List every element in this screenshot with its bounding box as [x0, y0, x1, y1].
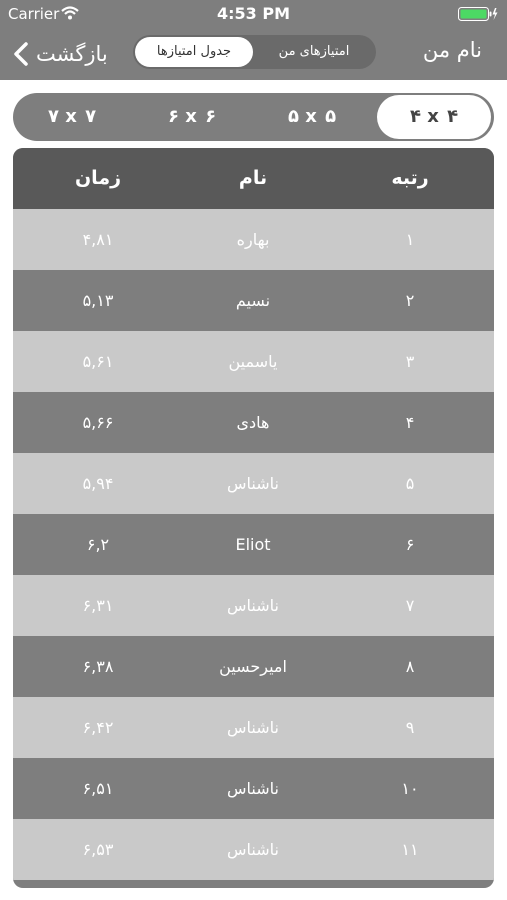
table-header — [13, 148, 494, 209]
cell-rank: ۱۰ — [401, 779, 419, 798]
battery-icon — [458, 7, 498, 21]
table-row — [13, 453, 494, 514]
cell-time: ۶,۳۸ — [82, 657, 114, 676]
header-name: نام — [238, 167, 268, 189]
table-row — [13, 819, 494, 880]
header-rank: رتبه — [391, 167, 429, 189]
status-time: 4:53 PM — [216, 4, 290, 23]
my-name-button[interactable]: نام من — [422, 38, 482, 62]
cell-rank: ۴ — [405, 413, 415, 432]
table-row — [13, 758, 494, 819]
table-row — [13, 697, 494, 758]
cell-time: ۵,۱۳ — [82, 291, 114, 310]
tab-my-scores[interactable]: امتیازهای من — [278, 44, 350, 59]
carrier-label: Carrier — [8, 5, 60, 23]
cell-time: ۴,۸۱ — [82, 230, 114, 249]
cell-name: ناشناس — [227, 474, 279, 493]
table-row — [13, 392, 494, 453]
grid-size-6x6[interactable]: ۶ x ۶ — [167, 106, 217, 127]
cell-time: ۵,۶۱ — [82, 352, 114, 371]
header-time: زمان — [74, 167, 122, 189]
cell-time: ۶,۴۲ — [82, 718, 114, 737]
back-label: بازگشت — [36, 42, 108, 66]
cell-rank: ۵ — [405, 474, 415, 493]
cell-name: نسیم — [235, 291, 271, 310]
cell-rank: ۱۱ — [401, 840, 419, 859]
cell-rank: ۷ — [405, 596, 415, 615]
grid-size-4x4[interactable]: ۴ x ۴ — [377, 95, 491, 139]
cell-name: هادی — [236, 413, 270, 432]
nav-bar — [0, 28, 507, 80]
cell-time: ۵,۹۴ — [82, 474, 114, 493]
table-row — [13, 331, 494, 392]
cell-name: یاسمین — [228, 352, 278, 371]
table-row — [13, 636, 494, 697]
cell-name: ناشناس — [227, 596, 279, 615]
chevron-left-icon — [12, 42, 30, 66]
cell-time: ۶,۵۱ — [82, 779, 114, 798]
grid-size-selector — [13, 93, 494, 141]
table-row — [13, 575, 494, 636]
cell-rank: ۶ — [405, 535, 415, 554]
cell-rank: ۹ — [405, 718, 415, 737]
status-bar — [0, 0, 507, 28]
grid-size-5x5[interactable]: ۵ x ۵ — [287, 106, 337, 127]
cell-name: امیرحسین — [219, 657, 287, 676]
cell-time: ۶,۳۱ — [82, 596, 114, 615]
cell-rank: ۱ — [405, 230, 415, 249]
scores-segmented-control — [133, 35, 376, 69]
table-row — [13, 270, 494, 331]
table-rows — [13, 209, 494, 880]
cell-name: ناشناس — [227, 779, 279, 798]
cell-name: بهاره — [236, 230, 270, 249]
cell-rank: ۸ — [405, 657, 415, 676]
cell-time: ۵,۶۶ — [82, 413, 114, 432]
cell-name: ناشناس — [227, 840, 279, 859]
grid-size-7x7[interactable]: ۷ x ۷ — [47, 106, 97, 127]
tab-leaderboard[interactable]: جدول امتیازها — [135, 37, 253, 67]
cell-name: Eliot — [235, 535, 271, 554]
cell-name: ناشناس — [227, 718, 279, 737]
cell-rank: ۲ — [405, 291, 415, 310]
cell-rank: ۳ — [405, 352, 415, 371]
table-row — [13, 514, 494, 575]
back-button[interactable] — [12, 36, 108, 72]
table-row — [13, 209, 494, 270]
cell-time: ۶,۲ — [86, 535, 110, 554]
leaderboard-table — [13, 148, 494, 888]
cell-time: ۶,۵۳ — [82, 840, 114, 859]
